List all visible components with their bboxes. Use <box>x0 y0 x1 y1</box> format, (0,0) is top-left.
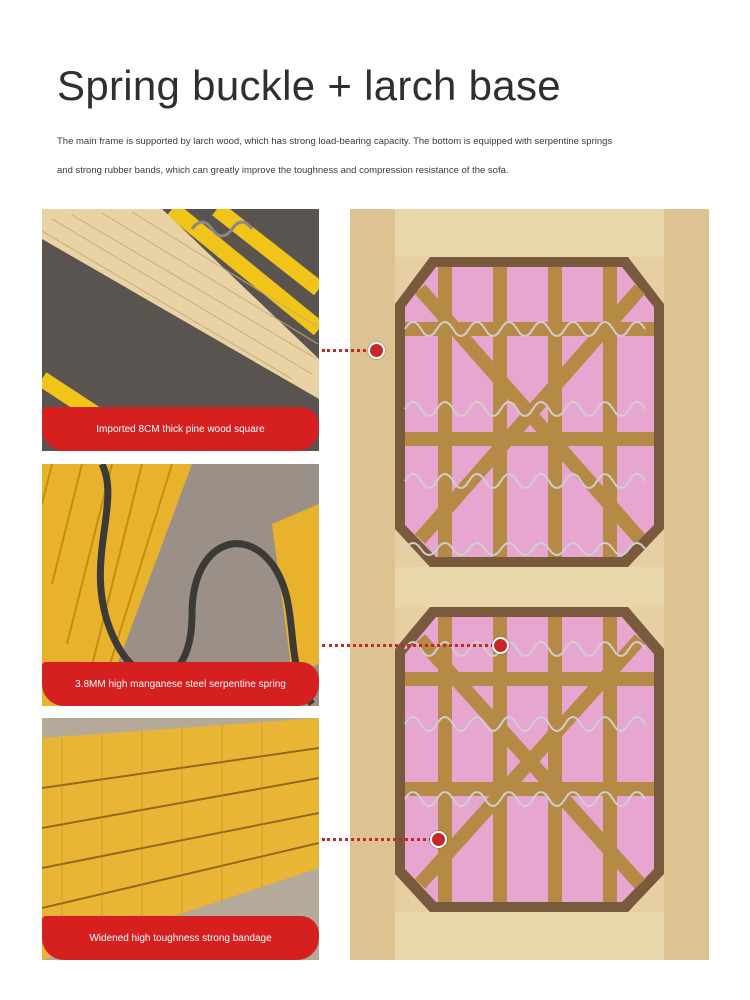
sofa-base-frame-image <box>350 209 709 960</box>
wood-marker-dot <box>368 342 385 359</box>
description-line-1: The main frame is supported by larch wood, which has strong load-bearing capacity. The bottom is equipped with serpentine springs <box>57 136 613 147</box>
spring-leader-line <box>322 644 494 647</box>
wood-caption: Imported 8CM thick pine wood square <box>42 407 319 451</box>
bandage-leader-line <box>322 838 432 841</box>
bandage-marker-dot <box>430 831 447 848</box>
wood-closeup-panel <box>42 209 319 451</box>
wood-leader-line <box>322 349 372 352</box>
bandage-closeup-panel <box>42 718 319 960</box>
bandage-caption: Widened high toughness strong bandage <box>42 916 319 960</box>
description-line-2: and strong rubber bands, which can greatly improve the toughness and compression resistance of the sofa. <box>57 165 509 176</box>
spring-closeup-panel <box>42 464 319 706</box>
page-title: Spring buckle + larch base <box>57 62 561 109</box>
spring-caption: 3.8MM high manganese steel serpentine spring <box>42 662 319 706</box>
spring-marker-dot <box>492 637 509 654</box>
